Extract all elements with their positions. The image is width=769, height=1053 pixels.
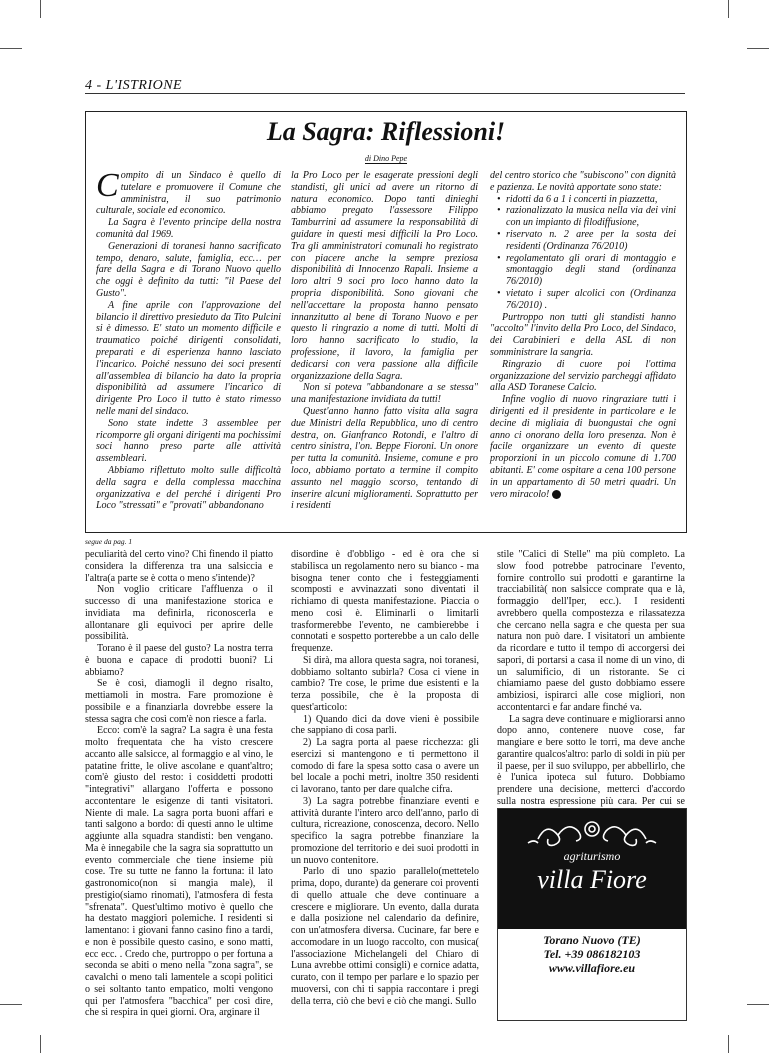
paragraph: peculiarità del certo vino? Chi finendo il piatto considera la differenza tra una salsiccia e l'altra(a parte se è cotta o meno s'intende)? [85, 549, 273, 584]
crop-mark [40, 0, 41, 18]
paragraph: Quest'anno hanno fatto visita alla sagra due Ministri della Repubblica, uno di centro destra, on. Gianfranco Rotondi, e l'altro di centro sinistra, l'on. Beppe Fioroni. Un onore per tutta la comunità. Insieme, comune e pro loco, abbiamo portato a termine il compito assunto nel maggio scorso, tentando di inserire alcuni miglioramenti. Soprattutto per i residenti [291, 405, 478, 512]
paragraph: Compito di un Sindaco è quello di tutelare e promuovere il Comune che amministra, il suo patrimonio culturale, sociale ed economico. [96, 167, 281, 217]
paragraph: Abbiamo riflettuto molto sulle difficoltà della sagra e della complessa macchina organizzativa e del perché i dirigenti Pro Loco "stressati" e "provati" abbandonano [96, 464, 281, 512]
list-item: • vietato i super alcolici con (Ordinanza 76/2010) . [499, 288, 676, 312]
paragraph: 1) Quando dici da dove vieni è possibile che sappiano di cosa parli. [291, 713, 479, 737]
ad-phone: Tel. +39 086182103 [543, 947, 641, 961]
paragraph: Generazioni di toranesi hanno sacrificato tempo, denaro, salute, famiglia, ecc… per fare della Sagra e di Torano Nuovo quello che oggi è definito da tutti: "il Paese del Gusto". [96, 240, 281, 299]
page-header: 4 - L'ISTRIONE [85, 78, 183, 93]
ad-brand-name: villa Fiore [537, 865, 647, 894]
paragraph: La sagra deve continuare e migliorarsi anno dopo anno, contenere nuove cose, far mangiare e bere sotto le torri, ma deve anche garantire qualcos'altro: parlo di soldi in più per il paese, per il suo sviluppo, per abbellirlo, che è l'unica ipoteca sul futuro. Dobbiamo prendere una decisione, metterci d'accordo sulla nostra espressione più cara. Per cui se [497, 714, 685, 832]
crop-mark [728, 1035, 729, 1053]
crop-mark [0, 48, 22, 49]
continued-column-3 [497, 549, 685, 831]
ad-contact [498, 933, 686, 975]
article-column-1 [96, 167, 281, 512]
paragraph: Si dirà, ma allora questa sagra, noi toranesi, dobbiamo soltanto subirla? Cosa ci viene in cambio? Tre cose, le prime due esistenti e la terza possibile, che è la proposta di quest'articolo: [291, 654, 479, 713]
article-byline: di Dino Pepe [364, 154, 408, 163]
crop-mark [0, 1004, 22, 1005]
paragraph: Ringrazio di cuore poi l'ottima organizzazione del servizio parcheggi affidato alla ASD Toranese Calcio. [490, 358, 676, 394]
paragraph: 2) La sagra porta al paese ricchezza: gli esercizi si mantengono e ti permettono il comodo di fare la spesa sotto casa o avere un bel locale a pochi metri, inoltre 350 residenti ci lavorano, tanto per dare qualche cifra. [291, 737, 479, 795]
header-rule [85, 93, 685, 94]
logo-icon: L [552, 490, 561, 499]
crop-mark [40, 1035, 41, 1053]
crop-mark [728, 0, 729, 18]
paragraph: A fine aprile con l'approvazione del bilancio il direttivo presieduto da Tito Pulcini si è dimesso. E' stato un momento difficile e traumatico poiché dirigenti consolidati, preparati e di esperienza hanno lasciato l'incarico. Poiché nessuno dei soci presenti all'assemblea di bilancio ha dato la propria disponibilità ad assumere l'incarico di dirigente Pro Loco il tutto è stato rimesso nelle mani del sindaco. [96, 299, 281, 417]
paragraph: Infine voglio di nuovo ringraziare tutti i dirigenti ed il presidente in particolare e le decine di migliaia di buongustai che ogni anno ci onorano della loro presenza. Non è facile organizzare un evento di queste proporzioni in un piccolo comune di 1.700 abitanti. E' come ospitare a cena 100 persone in un appartamento di 50 metri quadri. Un vero miracolo! L [490, 394, 676, 500]
ad-website-link[interactable]: www.villafiore.eu [548, 961, 636, 975]
article-title: La Sagra: Riflessioni! [266, 117, 506, 146]
article-column-3 [490, 170, 676, 500]
paragraph: Purtroppo non tutti gli standisti hanno "accolto" l'invito della Pro Loco, del Sindaco, dei Carabinieri e della ASL di non somministrare la sangria. [490, 311, 676, 358]
ad-banner [498, 809, 686, 929]
continued-column-2 [291, 549, 479, 1007]
article-box [85, 111, 687, 533]
crop-mark [747, 1004, 769, 1005]
list-item: • riservato n. 2 aree per la sosta dei residenti (Ordinanza 76/2010) [499, 229, 676, 253]
continued-note: segue da pag. 1 [85, 537, 133, 546]
ornament-icon [498, 813, 686, 853]
ad-subtitle: agriturismo [563, 849, 621, 863]
list-item: • regolamentato gli orari di montaggio e smontaggio degli stand (ordinanza 76/2010) [499, 253, 676, 288]
paragraph: stile "Calici di Stelle" ma più completo. La slow food potrebbe patrocinare l'evento, fornire controllo sui prodotti e garantirne la tracciabilità( non salsicce comprate qua e là, formaggio dell'Iper, ecc.). I residenti avrebbero quella compostezza e rilassatezza che cercano nella sagra e che questa per sua natura non può dare. I visitatori un ambiente da ricordare e tutto il tempo di accorgersi dei sapori, di portarsi a casa il nome di un vino, di un salumificio, di un ristorante. Se ci chiamiamo paese del gusto dobbiamo essere ambiziosi, ispirarci alle cose migliori, non accontentarci e far andare finché va. [497, 549, 685, 713]
list-item: • razionalizzato la musica nella via dei vini con un impianto di filodiffusione, [499, 205, 676, 229]
drop-cap: C [96, 167, 119, 204]
paragraph: 3) La sagra potrebbe finanziare eventi e attività durante l'intero arco dell'anno, parlo di cultura, ricreazione, conoscenza, decoro. Nello specifico la sagra potrebbe finanziare la promozione del territorio e dei suoi prodotti in un nuovo contenitore. [291, 795, 479, 866]
article-column-2 [291, 170, 478, 512]
paragraph: Se è così, diamogli il degno risalto, mettiamoli in mostra. Fare promozione è possibile e a finanziarla dovrebbe essere la stessa sagra che così com'è non riesce a farla. [85, 678, 273, 725]
paragraph: Ecco: com'è la sagra? La sagra è una festa molto frequentata che ha visto crescere accanto alle salsicce, al formaggio e al vino, le patatine fritte, le olive ascolane e quant'altro; com'è giusto del resto: i cosiddetti prodotti "integrativi" allargano l'offerta e possono accontentare le esigenze di tanti visitatori. Niente di male. La sagra porta buoni affari e tanti salgono a bordo: di questi anno le ultime aggiunte alla squadra standisti: ben vengano. Ma è innegabile che la sagra sia soprattutto un evento commerciale che tiene insieme più cose. Tre su tutte ne fanno la fortuna: il lato gastronomico(non si mangia male), il prestigio(siamo rinomati), l'atmosfera di festa "sfrenata". Quest'ultimo motivo è quello che ha destato maggiori polemiche. I residenti si lamentano: i giovani fanno casino fino a tardi, e non è possibile questo casino, e sono matti, ecc ecc. . Credo che, purtroppo o per fortuna a seconda se abiti o meno nella "zona sagra", se cavalchi o meno tali lamentele a scopi politici o sei soltanto tanto empatico, molti vengono qui per l'atmosfera "bacchica" per così dire, che si respira in quei giorni. Ora, arginare il [85, 725, 273, 1019]
paragraph: disordine è d'obbligo - ed è ora che si stabilisca un regolamento nero su bianco - ma bisogna tener conto che i festeggiamenti scomposti e avvinazzati sono diventati il richiamo di questa manifestazione. Piaccia o meno così è. Eliminarli o limitarli trasformerebbe l'evento, ne cambierebbe i connotati e sospetto porterebbe a un calo delle frequenze. [291, 549, 479, 654]
continued-column-1 [85, 549, 273, 1019]
ad-location: Torano Nuovo (TE) [543, 933, 641, 947]
paragraph: Non si poteva "abbandonare a se stessa" una manifestazione invidiata da tutti! [291, 382, 478, 406]
paragraph: Sono state indette 3 assemblee per ricomporre gli organi dirigenti ma pochissimi soci hanno preso parte alle attività assembleari. [96, 417, 281, 465]
paragraph: la Pro Loco per le esagerate pressioni degli standisti, gli unici ad avere un ritorno di natura economico. Dopo tanti dinieghi abbiamo pregato l'assessore Filippo Tamburrini ad assumere la responsabilità di guidare in questi mesi difficili la Pro Loco. Tra gli amministratori comunali ho registrato con piacere anche la sempre preziosa disponibilità di Innocenzo Rapali. Insieme a loro altri 9 soci pro loco hanno dato la propria disponibilità. Sono giovani che nell'accettare la proposta hanno pensato innanzitutto al bene di Torano Nuovo e per questo li ringrazio a nome di tutti. Molti di loro hanno sacrificato lo studio, la professione, il lavoro, la famiglia per dedicarsi con vera passione alla difficile organizzazione della Sagra. [291, 170, 478, 382]
crop-mark [747, 48, 769, 49]
paragraph: Non voglio criticare l'affluenza o il successo di una manifestazione storica e invidiata ma definirla, riconoscerla e allontanare gli equivoci per aprire delle possibilità. [85, 584, 273, 643]
paragraph: Torano è il paese del gusto? La nostra terra è buona e capace di prodotti buoni? Li abbiamo? [85, 643, 273, 678]
paragraph: Parlo di uno spazio parallelo(mettetelo prima, dopo, durante) da generare coi proventi di quello attuale che deve continuare a crescere e migliorare. Un evento, dalla durata e dalla posizione nel calendario da definire, con un'atmosfera diversa. Cucinare, far bere e accomodare in un luogo raccolto, con musica( l'associazione Michelangeli del Chiaro di Luna avrebbe ottimi consigli) e cornice adatta, curato, con il tempo per parlare e lo spazio per muoversi, con chi ti sappia raccontare i pregi della terra, ciò che bevi e ciò che mangi. Sullo [291, 866, 479, 1007]
novelty-list [490, 194, 676, 312]
paragraph: del centro storico che "subiscono" con dignità e pazienza. Le novità apportate sono state: [490, 170, 676, 193]
paragraph: La Sagra è l'evento principe della nostra comunità dal 1969. [96, 217, 281, 240]
list-item: • ridotti da 6 a 1 i concerti in piazzetta, [499, 194, 676, 206]
villa-fiore-ad[interactable] [497, 808, 687, 1021]
